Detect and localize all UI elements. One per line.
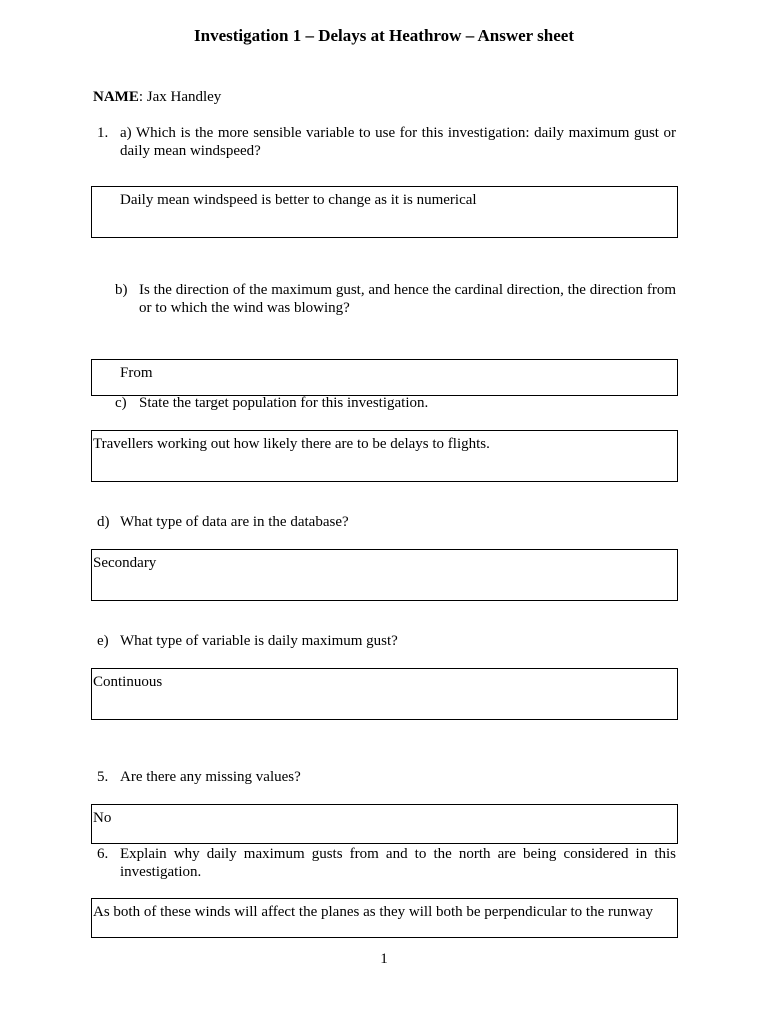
- q1d-answer: Secondary: [93, 555, 157, 571]
- q1c-answer-box[interactable]: [91, 430, 678, 482]
- name-line: [93, 88, 221, 106]
- q1d-answer-box[interactable]: [91, 549, 678, 601]
- q5-answer-box[interactable]: [91, 804, 678, 844]
- q1e-answer: Continuous: [93, 674, 163, 690]
- q1e-answer-box[interactable]: [91, 668, 678, 720]
- page-title: Investigation 1 – Delays at Heathrow – Answer sheet: [194, 26, 574, 45]
- q6-number: 6.: [97, 846, 109, 862]
- q1a-answer: Daily mean windspeed is better to change as it is numerical: [120, 192, 477, 208]
- name-label: NAME: [93, 89, 139, 105]
- q1d-number: d): [97, 514, 110, 530]
- q5-text: Are there any missing values?: [120, 769, 301, 785]
- q1b-text: Is the direction of the maximum gust, and hence the cardinal direction, the direction from or to which the wind was blowing?: [139, 282, 676, 316]
- q1e-text: What type of variable is daily maximum gust?: [120, 633, 398, 649]
- q6-text: Explain why daily maximum gusts from and to the north are being considered in this investigation.: [120, 846, 676, 880]
- q1b-answer: From: [120, 365, 153, 381]
- q1b-number: b): [115, 282, 128, 298]
- q6-answer: As both of these winds will affect the planes as they will both be perpendicular to the runway: [93, 904, 653, 920]
- q1c-text: State the target population for this investigation.: [139, 395, 429, 411]
- q1c-answer: Travellers working out how likely there are to be delays to flights.: [93, 436, 490, 452]
- q6-answer-box[interactable]: [91, 898, 678, 938]
- q1d-text: What type of data are in the database?: [120, 514, 349, 530]
- q1b-answer-box[interactable]: [91, 359, 678, 396]
- name-value: : Jax Handley: [138, 89, 222, 105]
- page-number: 1: [380, 951, 388, 967]
- q1e-number: e): [97, 633, 109, 649]
- q1a-text: a) Which is the more sensible variable to use for this investigation: daily maximum gust or daily mean windspeed?: [120, 125, 676, 159]
- q1a-answer-box[interactable]: [91, 186, 678, 238]
- q5-answer: No: [93, 810, 112, 826]
- q1c-number: c): [115, 395, 127, 411]
- q5-number: 5.: [97, 769, 109, 785]
- q1a-number: 1.: [97, 125, 109, 141]
